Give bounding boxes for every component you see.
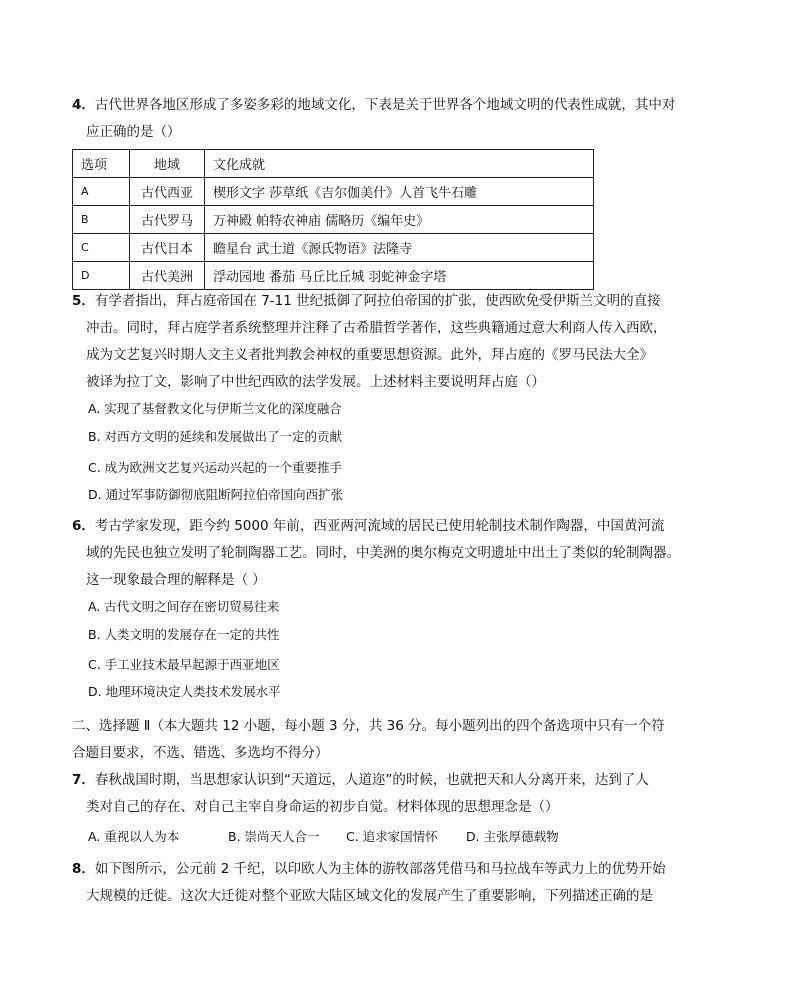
- table-cell-achievement: 楔形文字 莎草纸《吉尔伽美什》人首飞牛石雕: [205, 178, 594, 206]
- culture-achievements-table: [72, 149, 594, 290]
- question-5-line-2: 冲击。同时，拜占庭学者系统整理并注释了古希腊哲学著作，这些典籍通过意大利商人传入西欧，: [86, 320, 667, 336]
- table-row: [73, 262, 594, 290]
- table-row: [73, 206, 594, 234]
- table-header-cell: 文化成就: [205, 150, 594, 178]
- table-cell-option: A: [73, 178, 130, 206]
- question-number: 5．: [72, 293, 95, 309]
- question-7-line-2: 类对自己的存在、对自己主宰自身命运的初步自觉。材料体现的思想理念是（）: [86, 799, 559, 815]
- question-6-line-2: 域的先民也独立发明了轮制陶器工艺。同时，中美洲的奥尔梅克文明遗址中出土了类似的轮制陶器。: [86, 545, 680, 561]
- table-cell-region: 古代罗马: [130, 206, 205, 234]
- table-cell-region: 古代日本: [130, 234, 205, 262]
- question-7-option-c: C. 追求家国情怀: [346, 829, 438, 844]
- question-number: 4．: [72, 97, 95, 113]
- question-5-option-b: B. 对西方文明的延续和发展做出了一定的贡献: [88, 429, 343, 444]
- question-5-option-c: C. 成为欧洲文艺复兴运动兴起的一个重要推手: [88, 460, 343, 475]
- question-4-line-2: 应正确的是（）: [86, 124, 181, 140]
- question-4-line-1: 4．古代世界各地区形成了多姿多彩的地域文化，下表是关于世界各个地域文明的代表性成就，其中对: [72, 97, 676, 113]
- table-row: [73, 234, 594, 262]
- question-7-option-d: D. 主张厚德载物: [466, 829, 559, 844]
- table-cell-achievement: 万神殿 帕特农神庙 儒略历《编年史》: [205, 206, 594, 234]
- table-row: [73, 178, 594, 206]
- table-cell-option: B: [73, 206, 130, 234]
- question-6-option-a: A. 古代文明之间存在密切贸易往来: [88, 599, 280, 614]
- question-6-option-b: B. 人类文明的发展存在一定的共性: [88, 627, 280, 642]
- question-number: 8．: [72, 861, 95, 877]
- question-5-option-a: A. 实现了基督教文化与伊斯兰文化的深度融合: [88, 401, 342, 416]
- table-cell-option: D: [73, 262, 130, 290]
- table-header-row: [73, 150, 594, 178]
- question-number: 6．: [72, 518, 95, 534]
- question-6-option-d: D. 地理环境决定人类技术发展水平: [88, 684, 281, 699]
- table-cell-achievement: 瞻星台 武士道《源氏物语》法隆寺: [205, 234, 594, 262]
- question-6-line-3: 这一现象最合理的解释是（ ）: [86, 572, 266, 588]
- table-cell-option: C: [73, 234, 130, 262]
- table-cell-achievement: 浮动园地 番茄 马丘比丘城 羽蛇神金字塔: [205, 262, 594, 290]
- question-number: 7．: [72, 772, 95, 788]
- section-2-heading-line-1: 二、选择题 Ⅱ（本大题共 12 小题，每小题 3 分，共 36 分。每小题列出的四个备选项中只有一个符: [72, 718, 665, 734]
- table-cell-region: 古代西亚: [130, 178, 205, 206]
- question-8-line-1: 8．如下图所示，公元前 2 千纪，以印欧人为主体的游牧部落凭借马和马拉战车等武力上的优势开始: [72, 861, 666, 877]
- question-5-option-d: D. 通过军事防御彻底阻断阿拉伯帝国向西扩张: [88, 487, 344, 502]
- table-header-cell: 选项: [73, 150, 130, 178]
- question-7-option-b: B. 崇尚天人合一: [228, 829, 320, 844]
- question-6-line-1: 6．考古学家发现，距今约 5000 年前，西亚两河流域的居民已使用轮制技术制作陶器，中国黄河流: [72, 518, 665, 534]
- table-cell-region: 古代美洲: [130, 262, 205, 290]
- section-2-heading-line-2: 合题目要求，不选、错选、多选均不得分）: [72, 745, 329, 761]
- question-8-line-2: 大规模的迁徙。这次大迁徙对整个亚欧大陆区域文化的发展产生了重要影响，下列描述正确的是: [86, 888, 653, 904]
- table-header-cell: 地域: [130, 150, 205, 178]
- question-6-option-c: C. 手工业技术最早起源于西亚地区: [88, 657, 280, 672]
- question-7-option-a: A. 重视以人为本: [88, 829, 180, 844]
- question-5-line-1: 5．有学者指出，拜占庭帝国在 7-11 世纪抵御了阿拉伯帝国的扩张，使西欧免受伊斯兰文明的直接: [72, 293, 661, 309]
- question-5-line-4: 被译为拉丁文，影响了中世纪西欧的法学发展。上述材料主要说明拜占庭（）: [86, 374, 545, 390]
- question-5-line-3: 成为文艺复兴时期人文主义者批判教会神权的重要思想资源。此外，拜占庭的《罗马民法大全》: [86, 347, 653, 363]
- question-7-line-1: 7．春秋战国时期，当思想家认识到“天道远，人道迩”的时候，也就把天和人分离开来，达到了人: [72, 772, 649, 788]
